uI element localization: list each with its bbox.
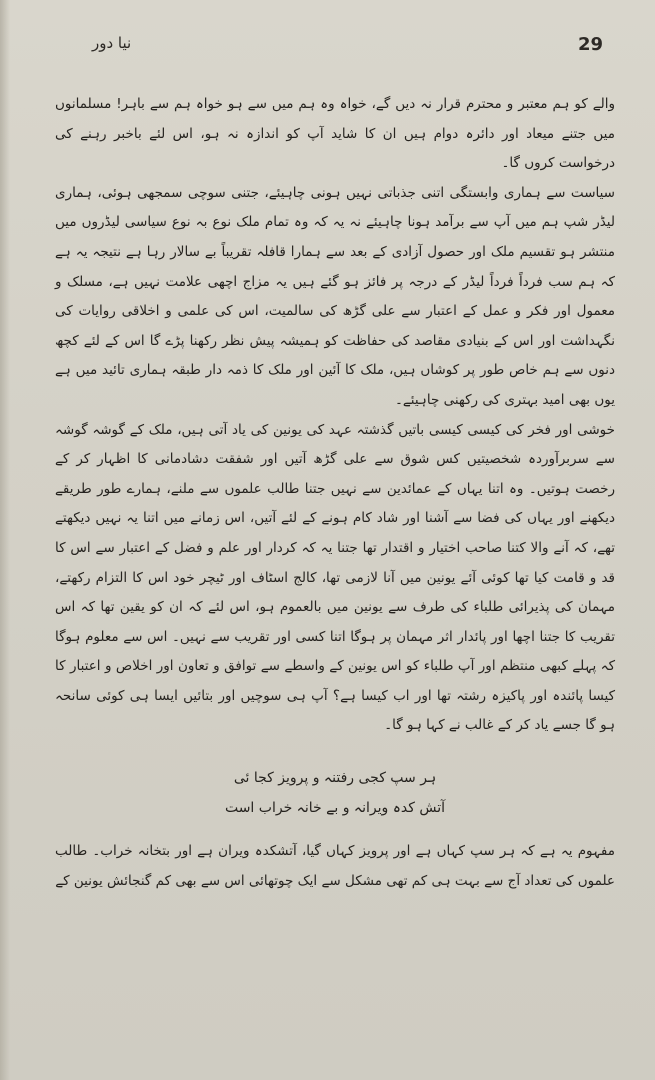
- paragraph: مفہوم یہ ہے کہ ہر سپ کہاں ہے اور پرویز کہاں گیا، آتشکدہ ویران ہے اور بتخانہ خراب۔ طالب علموں کی تعداد آج سے بہت ہی کم تھی مشکل سے ایک چوتھائی اس سے بھی کم گنجائش یونین کے: [55, 843, 615, 889]
- paragraph: سیاست سے ہماری وابستگی اتنی جذباتی نہیں ہونی چاہیئے، جتنی سوچی سمجھی ہوئی، ہماری لیڈر شپ ہم میں آپ سے برآمد ہونا چاہیئے نہ یہ کہ وہ تمام ملک نوع بہ نوع سیاسی لیڈروں میں منتشر ہو تقسیم ملک اور حصول آزادی کے بعد سے ہمارا قافلہ تقریباً بے سالار رہا ہے نتیجہ یہ ہے کہ ہم سب فرداً فرداً لیڈر کے درجہ پر فائز ہو گئے ہیں یہ مزاج اچھی علامت نہیں ہے، مسلک و معمول اور فکر و عمل کے اعتبار سے علی گڑھ کی سالمیت، اس کی علمی و اخلاقی روایات کی نگہداشت اور اس کے بنیادی مقاصد کی حفاظت کو ہمیشہ پیش نظر رکھنا پڑے گا اس کے لئے کچھ دنوں سے ہم خاص طور پر کوشاں ہیں، ملک کا آئین اور ملک کا ذمہ دار طبقہ ہماری تائید میں ہے یوں بھی امید بہتری کی رکھنی چاہیئے۔: [55, 184, 615, 408]
- poetry-couplet: [55, 763, 615, 823]
- page-number: 29: [577, 34, 603, 55]
- couplet-line: آتش کدہ ویرانہ و بے خانہ خراب است: [224, 800, 446, 817]
- couplet-line: ہر سپ کجی رفتنہ و پرویز کجا ئی: [233, 770, 437, 787]
- paragraph: خوشی اور فخر کی کیسی کیسی باتیں گذشتہ عہد کی یونین کی یاد آتی ہیں، ملک کے گوشہ گوشہ سے سربرآوردہ شخصیتیں کس شوق سے علی گڑھ آتیں اور شفقت دشادمانی کا اظہار کر کے رخصت ہوتیں۔ وہ اتنا یہاں کے عمائدین سے نہیں جتنا طالب علموں سے ملنے، ہمارے طور طریقے دیکھنے اور یہاں کی فضا سے آشنا اور شاد کام ہونے کے لئے آتیں، اس زمانے میں اتنا یہ نہیں دیکھتے تھے، کہ آنے والا کتنا صاحب اختیار و اقتدار تھا جتنا یہ کہ کردار اور علم و فضل کے اعتبار سے اس کا قد و قامت کیا تھا کوئی آئے یونین میں آنا لازمی تھا، کالج اسٹاف اور ٹیچر خود اس کا التزام رکھتے، مہمان کی پذیرائی طلباء کی طرف سے یونین میں بالعموم ہو، اس لئے کہ ان کو یقین تھا کہ اس تقریب کا جتنا اچھا اور پائدار اثر مہمان پر ہوگا اتنا کسی اور تقریب سے نہیں۔ اس سے معلوم ہوگا کہ پہلے کبھی منتظم اور آپ طلباء کو اس یونین کے واسطے سے توافق و تعاون اور اخلاص و اعتبار کا کیسا پائندہ اور پاکیزہ رشتہ تھا اور اب کیسا ہے؟ آپ ہی سوچیں اور بتائیں ایسا ہی کوئی سانحہ ہو گا جسے یاد کر کے غالب نے کہا ہو گا۔: [55, 421, 615, 734]
- page-header: [92, 34, 603, 64]
- scan-shadow-edge: [0, 0, 10, 1080]
- body-text: [55, 90, 615, 896]
- paragraph: والے کو ہم معتبر و محترم قرار نہ دیں گے، خواہ وہ ہم میں سے ہو خواہ ہم سے باہر! مسلمانوں میں جتنے میعاد اور دائرہ دوام ہیں ان کا شاید آپ کو اندازہ نہ ہو، اس لئے باخبر رہنے کی درخواست کروں گا۔: [55, 96, 615, 172]
- running-head: نیا دور: [92, 34, 132, 52]
